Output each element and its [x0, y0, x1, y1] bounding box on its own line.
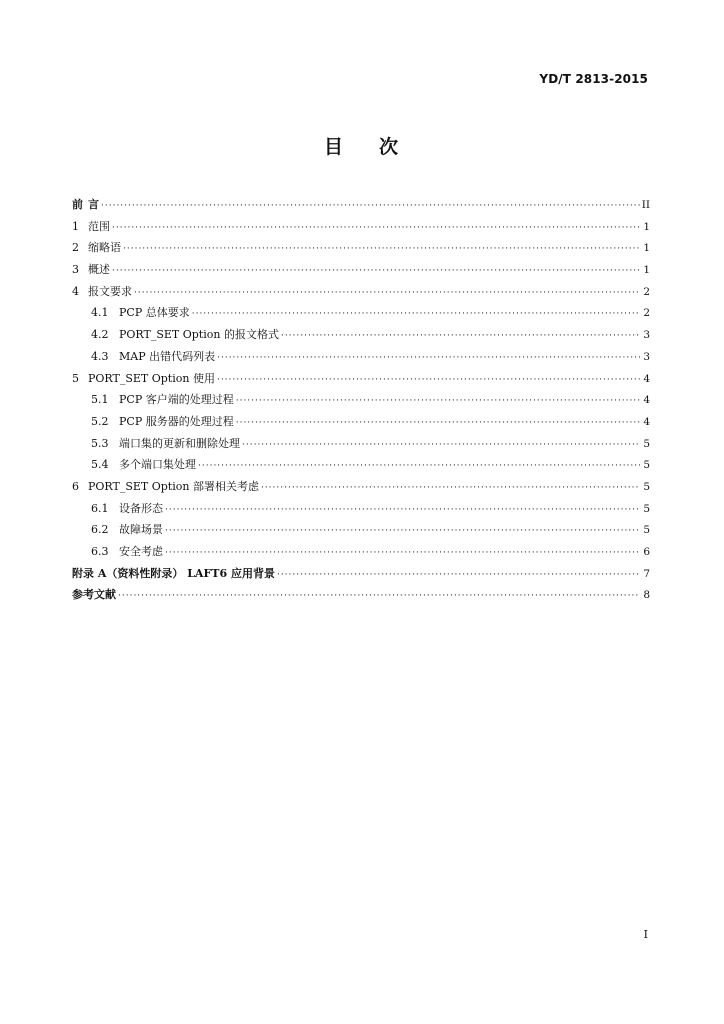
toc-entry-page: 5	[643, 502, 650, 515]
toc-entry-text: 概述	[88, 263, 110, 277]
toc-entry-number: 5.4	[91, 458, 109, 472]
dot-leader	[101, 196, 640, 218]
toc-entry-label	[72, 563, 275, 585]
dot-leader	[118, 586, 640, 608]
toc-entry-page: 5	[643, 480, 650, 493]
toc-entry-number: 前	[72, 198, 83, 211]
toc-entry[interactable]	[72, 584, 650, 606]
dot-leader	[236, 413, 640, 435]
toc-entry-page: 5	[643, 437, 650, 450]
toc-entry-text: 缩略语	[88, 241, 121, 255]
toc-entry-number: 6.3	[91, 545, 109, 558]
toc-entry-label	[72, 194, 99, 216]
toc-entry-number: 4.2	[91, 328, 109, 342]
dot-leader	[134, 283, 640, 305]
toc-entry-text: 范围	[88, 219, 110, 233]
toc-entry[interactable]	[72, 346, 650, 368]
dot-leader	[165, 500, 640, 522]
toc-entry[interactable]	[72, 324, 650, 346]
toc-entry-text: 端口集的更新和删除处理	[119, 436, 240, 450]
toc-entry-label	[72, 584, 116, 606]
toc-entry-label	[72, 476, 259, 498]
toc-entry[interactable]	[72, 541, 650, 563]
toc-entry-text: PORT_SET Option 使用	[88, 371, 215, 385]
toc-entry-label	[72, 237, 121, 259]
toc-entry-number: 4.1	[91, 306, 109, 320]
dot-leader	[217, 370, 640, 392]
toc-entry-page: 5	[643, 524, 650, 537]
toc-entry-page: 4	[643, 394, 650, 407]
toc-entry-text: 设备形态	[119, 501, 163, 515]
toc-entry-page: II	[641, 199, 650, 211]
toc-entry-number: 1	[72, 219, 79, 233]
toc-entry-number: 5.1	[91, 393, 109, 407]
toc-entry-page: 1	[643, 264, 650, 277]
toc-entry[interactable]	[72, 368, 650, 390]
toc-entry-page: 2	[643, 285, 650, 298]
toc-entry-page: 3	[643, 350, 650, 363]
toc-entry-number: 3	[72, 263, 79, 277]
toc-entry[interactable]	[72, 476, 650, 498]
toc-entry[interactable]	[72, 454, 650, 476]
dot-leader	[281, 326, 640, 348]
toc-entry-page: 3	[643, 329, 650, 342]
toc-entry[interactable]	[72, 302, 650, 324]
toc-entry-text: 故障场景	[119, 523, 163, 537]
toc-entry-page: 8	[643, 589, 650, 602]
toc-entry-number: 4	[72, 284, 79, 298]
toc-entry-text: 附录 A（资料性附录） LAFT6 应用背景	[72, 566, 275, 580]
toc-entry-text: PCP 服务器的处理过程	[119, 414, 234, 428]
toc-entry-label	[91, 389, 234, 411]
toc-entry-page: 4	[643, 415, 650, 428]
dot-leader	[277, 565, 640, 587]
dot-leader	[217, 348, 640, 370]
toc-entry-label	[91, 541, 163, 563]
dot-leader	[112, 261, 640, 283]
toc-entry-page: 1	[643, 242, 650, 255]
toc-entry-label	[91, 454, 196, 476]
toc-entry-number: 5.3	[91, 436, 109, 450]
toc-entry-text: 参考文献	[72, 588, 116, 602]
page-title	[0, 132, 724, 159]
table-of-contents	[72, 194, 650, 606]
standard-number: YD/T 2813-2015	[539, 72, 648, 86]
toc-entry[interactable]	[72, 433, 650, 455]
toc-entry-page: 4	[643, 372, 650, 385]
title-char-2: 次	[379, 136, 401, 158]
dot-leader	[165, 543, 640, 565]
toc-entry-page: 5	[643, 459, 650, 472]
toc-entry-label	[91, 324, 279, 346]
toc-entry-number: 6	[72, 479, 79, 493]
toc-entry-label	[72, 368, 215, 390]
dot-leader	[165, 521, 640, 543]
dot-leader	[236, 391, 640, 413]
toc-entry[interactable]	[72, 216, 650, 238]
toc-entry-text: MAP 出错代码列表	[119, 349, 216, 363]
toc-entry[interactable]	[72, 519, 650, 541]
toc-entry[interactable]	[72, 498, 650, 520]
toc-entry-page: 6	[643, 546, 650, 558]
toc-entry-label	[72, 216, 110, 238]
title-char-1: 目	[323, 136, 345, 158]
toc-entry[interactable]	[72, 411, 650, 433]
toc-entry-label	[91, 519, 163, 541]
toc-entry-page: 1	[643, 220, 650, 233]
toc-entry-label	[91, 302, 190, 324]
dot-leader	[123, 239, 640, 261]
toc-entry-text: 言	[88, 198, 99, 211]
toc-entry[interactable]	[72, 194, 650, 216]
toc-entry-page: 2	[643, 307, 650, 320]
dot-leader	[198, 456, 640, 478]
toc-entry-text: PCP 总体要求	[119, 306, 190, 320]
toc-entry-label	[91, 498, 163, 520]
toc-entry-label	[72, 281, 132, 303]
toc-entry[interactable]	[72, 237, 650, 259]
toc-entry-number: 6.2	[91, 523, 109, 537]
dot-leader	[192, 304, 640, 326]
toc-entry-text: 报文要求	[88, 284, 132, 298]
toc-entry-label	[72, 259, 110, 281]
toc-entry-number: 2	[72, 241, 79, 255]
toc-entry[interactable]	[72, 563, 650, 585]
toc-entry-text: PORT_SET Option 的报文格式	[119, 328, 279, 342]
toc-entry-label	[91, 346, 215, 368]
dot-leader	[261, 478, 640, 500]
dot-leader	[242, 435, 640, 457]
toc-entry-number: 5	[72, 371, 79, 385]
toc-entry-number: 4.3	[91, 349, 109, 363]
toc-entry-text: PCP 客户端的处理过程	[119, 393, 234, 407]
toc-entry[interactable]	[72, 259, 650, 281]
toc-entry-text: 多个端口集处理	[119, 458, 196, 472]
toc-entry-text: PORT_SET Option 部署相关考虑	[88, 479, 259, 493]
toc-entry[interactable]	[72, 389, 650, 411]
toc-entry-number: 5.2	[91, 414, 109, 428]
toc-entry-label	[91, 433, 240, 455]
toc-entry-page: 7	[643, 567, 650, 580]
page-number: I	[643, 928, 648, 941]
toc-entry-number: 6.1	[91, 501, 109, 515]
toc-entry-text: 安全考虑	[119, 545, 163, 558]
dot-leader	[112, 218, 640, 240]
toc-entry[interactable]	[72, 281, 650, 303]
toc-entry-label	[91, 411, 234, 433]
